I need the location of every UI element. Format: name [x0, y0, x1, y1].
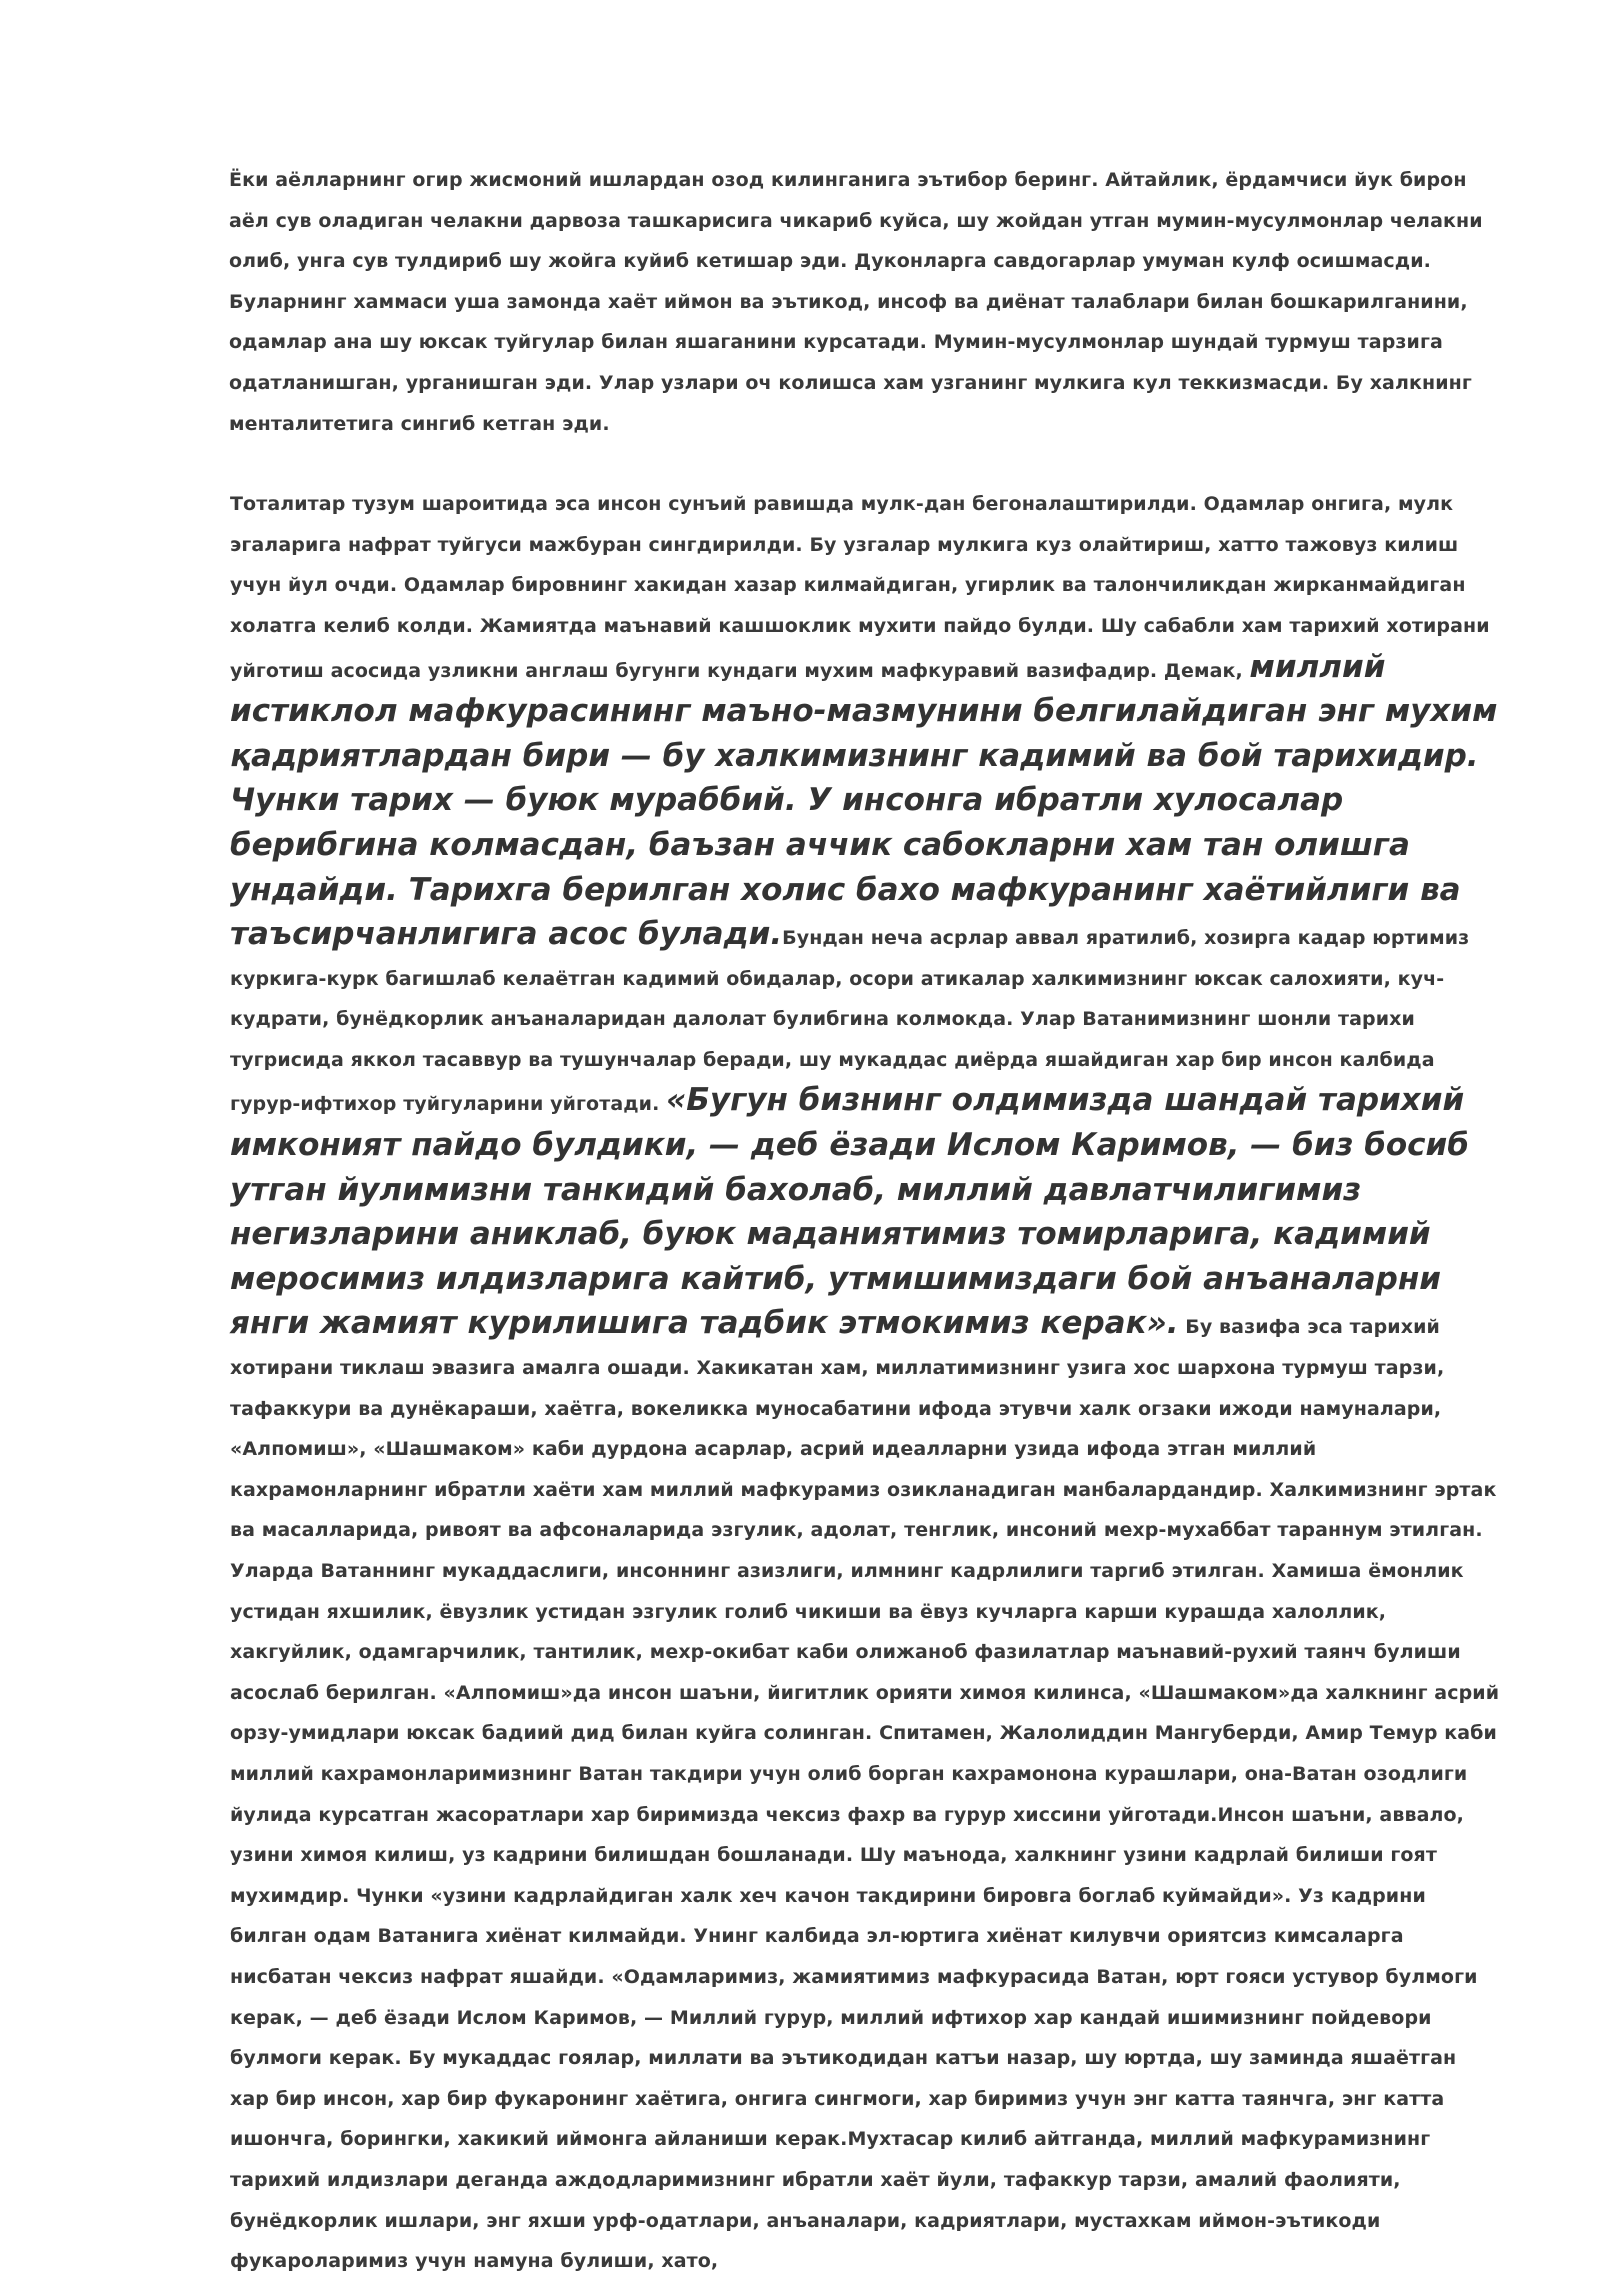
paragraph: Ёки аёлларнинг огир жисмоний ишлардан озод килинганига эътибор беринг. Айтайлик, ёрдамчиси йук бирон аёл сув оладиган челакни дарвоза ташкарисига чикариб куйса, шу жойдан утган мумин-мусулмонлар челакни олиб, унга сув тулдириб шу жойга куйиб кетишар эди. Дуконларга савдогарлар умуман кулф осишмасди. Буларнинг хаммаси уша замонда хаёт иймон ва эътикод, инсоф ва диёнат талаблари билан бошкарилганини, одамлар ана шу юксак туйгулар билан яшаганини курсатади. Мумин-мусулмонлар шундай турмуш тарзига одатланишган, урганишган эди. Улар узлари оч колишса хам узганинг мулкига кул теккизмасди. Бу халкнинг менталитетига сингиб кетган эди. [229, 169, 1483, 435]
emphasized-quote: «Бугун бизнинг олдимизда шандай тарихий имконият пайдо булдики, — деб ёзади Ислом Каримов, — биз босиб утган йулимизни танкидий бахолаб, миллий давлатчилигимиз негизларини аниклаб, буюк маданиятимиз томирларига, кадимий меросимиз илдизларига кайтиб, утмишимиздаги бой анъаналарни янги жамият курилишига тадбик этмокимиз керак». [230, 1082, 1469, 1342]
paragraph-text: Бундан неча асрлар аввал яратилиб, хозирга кадар юртимиз куркига-курк багишлаб келаётган кадимий обидалар, осори атикалар халкимизнинг юксак салохияти, куч-кудрати, бунёдкорлик анъаналаридан далолат булибгина колмокда. Улар Ватанимизнинг шонли тарихи тугрисида яккол тасаввур ва тушунчалар беради, шу мукаддас диёрда яшайдиган хар бир инсон калбида гурур-ифтихор туйгуларини уйготади. [230, 927, 1470, 1116]
emphasized-quote: миллий истиклол мафкурасининг маъно-мазмунини белгилайдиган энг мухим қадриятлардан бири — бу халкимизнинг кадимий ва бой тарихидир. Чунки тарих — буюк мураббий. У инсонга ибратли хулосалар берибгина колмасдан, баъзан аччик сабокларни хам тан олишга ундайди. Тарихга берилган холис бахо мафкуранинг хаётийлиги ва таъсирчанлигига асос булади. [230, 648, 1498, 953]
paragraph-text: Бу вазифа эса тарихий хотирани тиклаш эвазига амалга ошади. Хакикатан хам, миллатимизнинг узига хос шархона турмуш тарзи, тафаккури ва дунёкараши, хаётга, вокеликка муносабатини ифода этувчи халк огзаки ижоди намуналари, «Алпомиш», «Шашмаком» каби дурдона асарлар, асрий идеалларни узида ифода этган миллий кахрамонларнинг ибратли хаёти хам миллий мафкурамиз озикланадиган манбалардандир. Халкимизнинг эртак ва масалларида, ривоят ва афсоналарида эзгулик, адолат, тенглик, инсоний мехр-мухаббат тараннум этилган. Уларда Ватаннинг мукаддаслиги, инсоннинг азизлиги, илмнинг кадрлилиги таргиб этилган. Хамиша ёмонлик устидан яхшилик, ёвузлик устидан эзгулик голиб чикиши ва ёвуз кучларга карши курашда халоллик, хакгуйлик, одамгарчилик, тантилик, мехр-окибат каби олижаноб фазилатлар маънавий-рухий таянч булиши асослаб берилган. «Алпомиш»да инсон шаъни, йигитлик орияти химоя килинса, «Шашмаком»да халкнинг асрий орзу-умидлари юксак бадиий дид билан куйга солинган. Спитамен, Жалолиддин Мангуберди, Амир Темур каби миллий кахрамонларимизнинг Ватан такдири учун олиб борган кахрамонона курашлари, она-Ватан озодлиги йулида курсатган жасоратлари хар биримизда чексиз фахр ва гурур хиссини уйготади.Инсон шаъни, аввало, узини химоя килиш, уз кадрини билишдан бошланади. Шу маънода, халкнинг узини кадрлай билиши гоят мухимдир. Чунки «узини кадрлайдиган халк хеч качон такдирини бировга боглаб куймайди». Уз кадрини билган одам Ватанига хиёнат килмайди. Унинг калбида эл-юртига хиёнат килувчи ориятсиз кимсаларга нисбатан чексиз нафрат яшайди. «Одамларимиз, жамиятимиз мафкурасида Ватан, юрт гояси устувор булмоги керак, — деб ёзади Ислом Каримов, — Миллий гурур, миллий ифтихор хар кандай ишимизнинг пойдевори булмоги керак. Бу мукаддас гоялар, миллати ва эътикодидан катъи назар, шу юртда, шу заминда яшаётган хар бир инсон, хар бир фукаронинг хаётига, онгига сингмоги, хар биримиз учун энг катта таянчга, энг катта ишончга, борингки, хакикий иймонга айланиши керак.Мухтасар килиб айтганда, миллий мафкурамизнинг тарихий илдизлари деганда аждодларимизнинг ибратли хаёт йули, тафаккур тарзи, амалий фаолияти, бунёдкорлик ишлари, энг яхши урф-одатлари, анъаналари, кадриятлари, мустахкам иймон-эътикоди фукароларимиз учун намуна булиши, хато, [230, 1316, 1500, 2273]
paragraph-text: Тоталитар тузум шароитида эса инсон сунъий равишда мулк-дан бегоналаштирилди. Одамлар онгига, мулк эгаларига нафрат туйгуси мажбуран сингдирилди. Бу узгалар мулкига куз олайтириш, хатто тажовуз килиш учун йул очди. Одамлар бировнинг хакидан хазар килмайдиган, угирлик ва талончиликдан жирканмайдиган холатга келиб колди. Жамиятда маънавий кашшоклик мухити пайдо булди. Шу сабабли хам тарихий хотирани уйготиш асосида узликни англаш бугунги кундаги мухим мафкуравий вазифадир. Демак, [230, 493, 1490, 682]
paragraph [230, 484, 1500, 2282]
